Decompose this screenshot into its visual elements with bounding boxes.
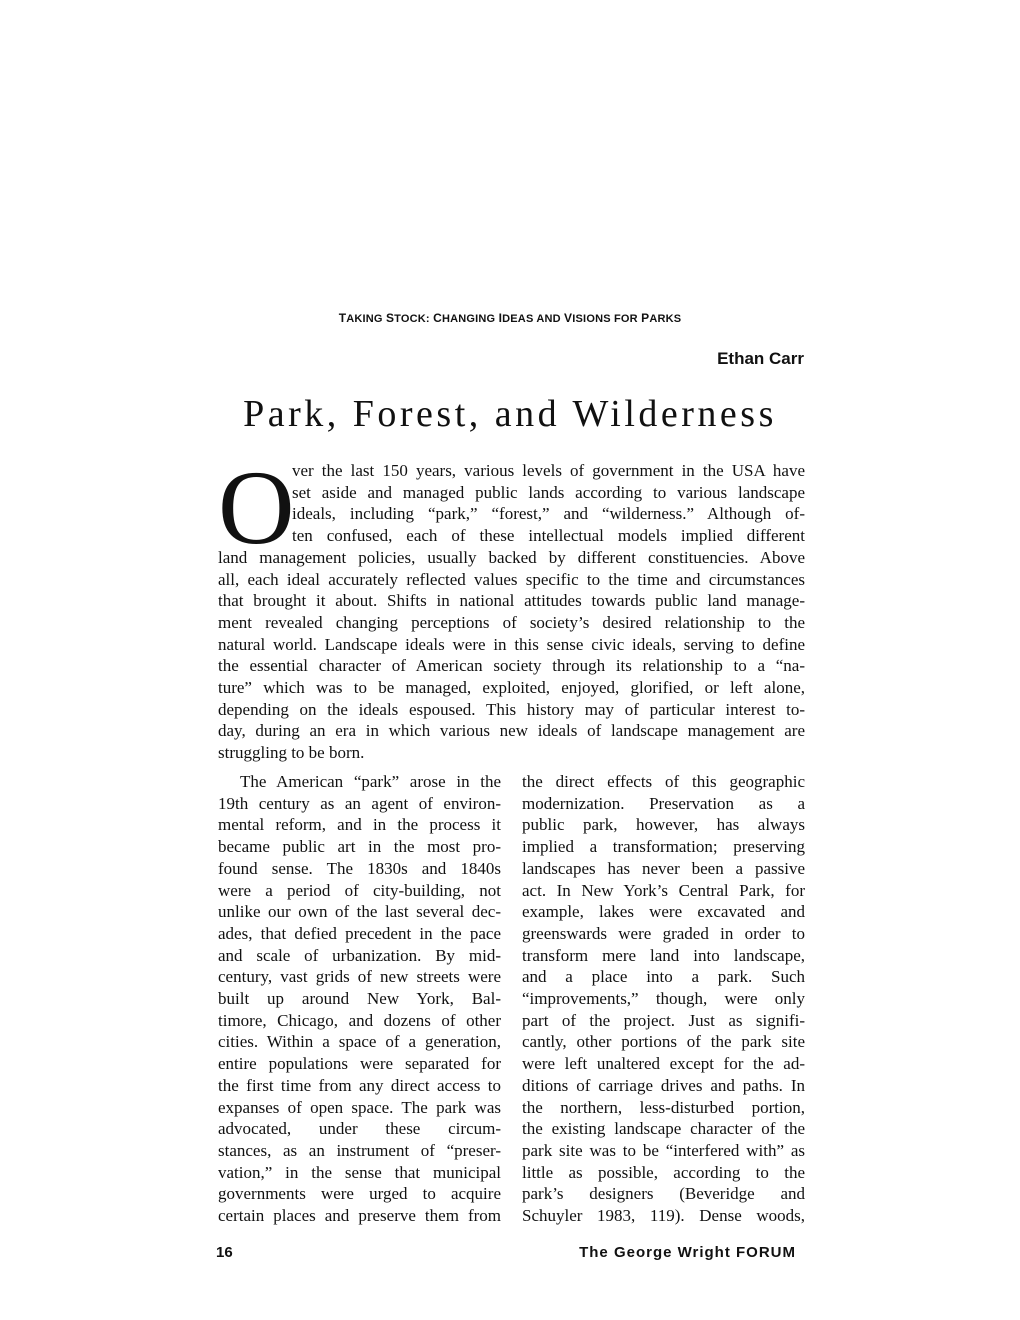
left-column-line: ades, that defied precedent in the pace: [218, 923, 501, 943]
left-column-line: stances, as an instrument of “preser-: [218, 1140, 501, 1160]
intro-line: struggling to be born.: [218, 743, 365, 763]
article-title: Park, Forest, and Wilderness: [243, 393, 777, 435]
intro-line: that brought it about. Shifts in national attitudes towards public land manage-: [218, 591, 805, 611]
page-number: 16: [216, 1244, 233, 1261]
running-head-word: HANGING: [441, 313, 496, 325]
right-column-line: the existing landscape character of the: [522, 1119, 805, 1139]
left-column-line: advocated, under these circum-: [218, 1119, 501, 1139]
right-column-line: were left unaltered except for the ad-: [522, 1054, 805, 1074]
right-column-line: greenswards were graded in order to: [522, 923, 805, 943]
left-column-line: unlike our own of the last several dec-: [218, 902, 501, 922]
intro-line: land management policies, usually backed by different constituencies. Above: [218, 547, 805, 567]
left-column-line: century, vast grids of new streets were: [218, 967, 501, 987]
running-head-word: ISIONS FOR: [572, 313, 638, 325]
left-column-line: 19th century as an agent of environ-: [218, 793, 501, 813]
running-head-cap: I: [498, 311, 503, 325]
left-column-line: expanses of open space. The park was: [218, 1097, 501, 1117]
right-column-line: the direct effects of this geographic: [522, 772, 805, 791]
intro-line: ture” which was to be managed, exploited, enjoyed, glorified, or left alone,: [218, 678, 805, 698]
right-column-line: part of the project. Just as signifi-: [522, 1010, 805, 1030]
left-column-line: and scale of urbanization. By mid-: [218, 945, 501, 965]
left-column-line: were a period of city-building, not: [218, 880, 501, 900]
left-column: [218, 771, 501, 1227]
intro-line: day, during an era in which various new ideals of landscape management are: [218, 721, 805, 741]
left-column-line: certain places and preserve them from: [218, 1206, 501, 1226]
right-column-line: park’s designers (Beveridge and: [522, 1184, 805, 1204]
intro-line: ver the last 150 years, various levels of government in the USA have: [292, 461, 805, 480]
left-column-line: mental reform, and in the process it: [218, 815, 501, 835]
left-column-line: governments were urged to acquire: [218, 1184, 501, 1204]
right-column-line: Schuyler 1983, 119). Dense woods,: [522, 1206, 805, 1226]
left-column-line: found sense. The 1830s and 1840s: [218, 858, 501, 878]
left-column-line: entire populations were separated for: [218, 1054, 501, 1074]
running-head-word: ARKS: [649, 313, 682, 325]
right-column-line: ditions of carriage drives and paths. In: [522, 1075, 805, 1095]
intro-line: ment revealed changing perceptions of society’s desired relationship to the: [218, 612, 805, 632]
right-column-line: landscapes has never been a passive: [522, 858, 805, 878]
right-column-line: “improvements,” though, were only: [522, 989, 805, 1009]
running-head-cap: V: [564, 311, 573, 325]
intro-line: depending on the ideals espoused. This history may of particular interest to-: [218, 699, 805, 719]
running-head: [0, 311, 1020, 325]
right-column-line: park site was to be “interfered with” as: [522, 1140, 805, 1160]
drop-cap: O: [218, 449, 295, 566]
running-head-word: AKING: [346, 313, 383, 325]
running-head-cap: C: [433, 311, 442, 325]
intro-paragraph: [218, 460, 805, 764]
right-column-line: act. In New York’s Central Park, for: [522, 880, 805, 900]
running-head-cap: T: [338, 311, 347, 325]
right-column-line: and a place into a park. Such: [522, 967, 805, 987]
right-column-line: transform mere land into landscape,: [522, 945, 805, 965]
left-column-line: the first time from any direct access to: [218, 1075, 501, 1095]
right-column-line: the northern, less-disturbed portion,: [522, 1097, 805, 1117]
left-column-line: The American “park” arose in the: [240, 772, 501, 791]
author-name: Ethan Carr: [717, 349, 804, 368]
left-column-line: cities. Within a space of a generation,: [218, 1032, 501, 1052]
intro-line: ten confused, each of these intellectual models implied different: [292, 526, 805, 546]
right-column: [522, 771, 805, 1227]
intro-line: set aside and managed public lands according to various landscape: [292, 482, 805, 502]
running-head-word: DEAS AND: [502, 313, 561, 325]
right-column-line: cantly, other portions of the park site: [522, 1032, 805, 1052]
right-column-line: example, lakes were excavated and: [522, 902, 805, 922]
intro-line: the essential character of American society through its relationship to a “na-: [218, 656, 805, 676]
running-head-cap: P: [641, 311, 650, 325]
left-column-line: timore, Chicago, and dozens of other: [218, 1010, 501, 1030]
left-column-line: became public art in the most pro-: [218, 837, 501, 857]
right-column-line: public park, however, has always: [522, 815, 805, 835]
intro-line: ideals, including “park,” “forest,” and “wilderness.” Although of-: [292, 504, 805, 524]
running-head-word: TOCK:: [394, 313, 430, 325]
right-column-line: implied a transformation; preserving: [522, 837, 805, 857]
running-head-cap: S: [385, 311, 395, 325]
left-column-line: built up around New York, Bal-: [218, 989, 501, 1009]
right-column-line: little as possible, according to the: [522, 1162, 805, 1182]
intro-line: natural world. Landscape ideals were in this sense civic ideals, serving to define: [218, 634, 805, 654]
left-column-line: vation,” in the sense that municipal: [218, 1162, 501, 1182]
intro-line: all, each ideal accurately reflected values specific to the time and circumstances: [218, 569, 805, 589]
journal-name: The George Wright FORUM: [579, 1244, 796, 1261]
right-column-line: modernization. Preservation as a: [522, 793, 805, 813]
